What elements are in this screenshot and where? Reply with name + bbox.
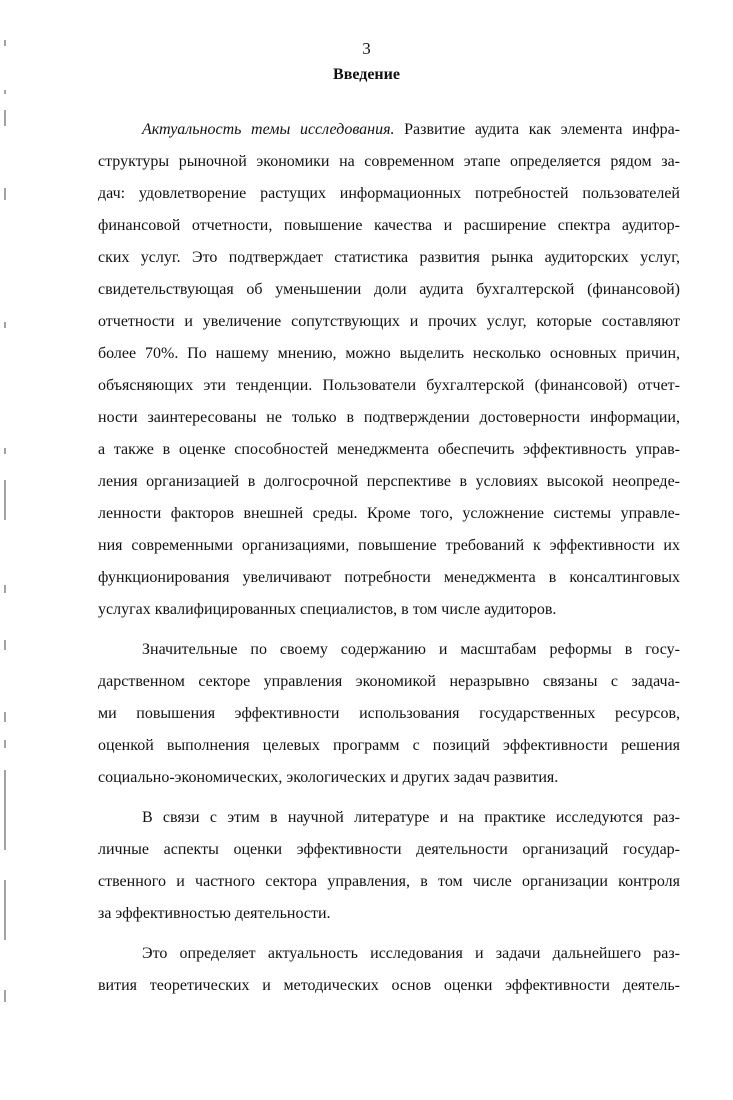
text-line: более 70%. По нашему мнению, можно выделить несколько основных причин, bbox=[98, 345, 680, 362]
scan-mark bbox=[4, 880, 6, 940]
text-line: личные аспекты оценки эффективности деятельности организаций государ- bbox=[98, 841, 680, 858]
text-line: за эффективностью деятельности. bbox=[98, 905, 331, 922]
text-line: ления организацией в долгосрочной перспективе в условиях высокой неопреде- bbox=[98, 473, 680, 490]
text-line: отчетности и увеличение сопутствующих и прочих услуг, которые составляют bbox=[98, 313, 680, 330]
text-line: оценкой выполнения целевых программ с позиций эффективности решения bbox=[98, 737, 680, 754]
text-line: ственного и частного сектора управления, в том числе организации контроля bbox=[98, 873, 680, 890]
text-line: Актуальность темы исследования. Развитие аудита как элемента инфра- bbox=[142, 121, 681, 138]
text-line: объясняющих эти тенденции. Пользователи бухгалтерской (финансовой) отчет- bbox=[98, 377, 680, 394]
text-line: Значительные по своему содержанию и масштабам реформы в госу- bbox=[142, 641, 680, 658]
text-line: социально-экономических, экологических и других задач развития. bbox=[98, 769, 559, 786]
scan-mark bbox=[4, 990, 6, 1002]
text-line: финансовой отчетности, повышение качества и расширение спектра аудитор- bbox=[98, 217, 680, 234]
scan-mark bbox=[4, 480, 6, 520]
text-line: а также в оценке способностей менеджмента обеспечить эффективность управ- bbox=[98, 441, 680, 458]
scan-mark bbox=[4, 322, 6, 328]
text-line: ности заинтересованы не только в подтверждении достоверности информации, bbox=[98, 409, 680, 426]
text-line: ских услуг. Это подтверждает статистика развития рынка аудиторских услуг, bbox=[98, 249, 680, 266]
scan-mark bbox=[4, 585, 6, 593]
text-line: ленности факторов внешней среды. Кроме того, усложнение системы управле- bbox=[98, 505, 680, 522]
text-line: функционирования увеличивают потребности менеджмента в консалтинговых bbox=[98, 569, 680, 586]
scan-mark bbox=[4, 740, 6, 748]
scan-mark bbox=[4, 448, 6, 454]
page-title: Введение bbox=[333, 66, 400, 83]
text-line: дач: удовлетворение растущих информационных потребностей пользователей bbox=[98, 185, 680, 202]
text-line: структуры рыночной экономики на современном этапе определяется рядом за- bbox=[98, 153, 680, 170]
page-number: 3 bbox=[362, 39, 371, 58]
text-line: Это определяет актуальность исследования и задачи дальнейшего раз- bbox=[142, 945, 680, 962]
body-text bbox=[98, 114, 680, 1002]
scan-mark bbox=[4, 188, 6, 200]
text-line: В связи с этим в научной литературе и на практике исследуются раз- bbox=[142, 809, 680, 826]
text-line: свидетельствующая об уменьшении доли аудита бухгалтерской (финансовой) bbox=[98, 281, 680, 298]
scan-mark bbox=[4, 770, 6, 850]
scan-mark bbox=[4, 712, 6, 722]
text-line: ния современными организациями, повышение требований к эффективности их bbox=[98, 537, 680, 554]
scan-margin-marks bbox=[0, 0, 14, 1100]
text-line: вития теоретических и методических основ оценки эффективности деятель- bbox=[98, 977, 680, 994]
scan-mark bbox=[4, 640, 6, 650]
text-line: дарственном секторе управления экономикой неразрывно связаны с задача- bbox=[98, 673, 680, 690]
text-line: ми повышения эффективности использования государственных ресурсов, bbox=[98, 705, 680, 722]
scan-mark bbox=[4, 110, 6, 126]
scan-mark bbox=[4, 90, 6, 94]
topic-lead-in: Актуальность темы исследования. bbox=[142, 121, 395, 138]
text-line: услугах квалифицированных специалистов, в том числе аудиторов. bbox=[98, 601, 557, 618]
